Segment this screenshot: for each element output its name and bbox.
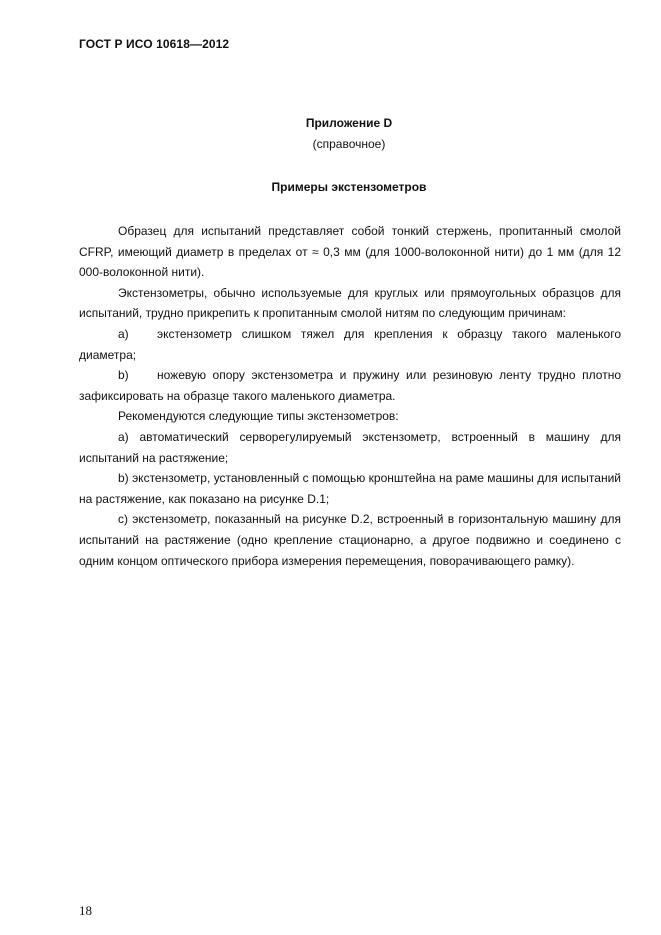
- list-item-type-c: с) экстензометр, показанный на рисунке D.2, встроенный в горизонтальную машину для испытаний на растяжение (одно крепление стационарно, а другое подвижно и соединено с одним концом оптического прибора измерения перемещения, поворачивающего рамку).: [79, 512, 621, 568]
- list-item-text: экстензометр слишком тяжел для крепления к образцу такого маленького диаметра;: [79, 326, 621, 362]
- list-item-type-b: b) экстензометр, установленный с помощью кронштейна на раме машины для испытаний на растяжение, как показано на рисунке D.1;: [79, 471, 621, 506]
- document-header: ГОСТ Р ИСО 10618—2012: [79, 37, 230, 51]
- appendix-title: Приложение D: [305, 116, 393, 130]
- list-item-label: b): [118, 368, 129, 383]
- list-item-type-a: а) автоматический сервоpегулируемый экстензометр, встроенный в машину для испытаний на растяжение;: [79, 429, 621, 465]
- list-item-reason-a: [79, 324, 621, 365]
- paragraph-specimen-description: Образец для испытаний представляет собой тонкий стержень, пропитанный смолой CFRP, имеющий диаметр в пределах от ≈ 0,3 мм (для 1000-волоконной нити) до 1 мм (для 12 000-волоконной нити).: [79, 224, 621, 280]
- list-item-label: а): [118, 326, 129, 341]
- paragraph-recommended-types: Рекомендуются следующие типы экстензометров:: [118, 409, 399, 424]
- document-body: [79, 221, 621, 571]
- appendix-type: (справочное): [312, 137, 386, 151]
- list-item-reason-b: [79, 365, 621, 406]
- paragraph-extensometer-reasons: Экстензометры, обычно используемые для круглых или прямоугольных образцов для испытаний, трудно прикрепить к пропитанным смолой нитям по следующим причинам:: [79, 285, 621, 321]
- section-title: Примеры экстензометров: [271, 180, 427, 194]
- page-number: 18: [79, 903, 92, 918]
- list-item-text: ножевую опору экстензометра и пружину или резиновую ленту трудно плотно зафиксировать на образце такого маленького диаметра.: [79, 368, 621, 403]
